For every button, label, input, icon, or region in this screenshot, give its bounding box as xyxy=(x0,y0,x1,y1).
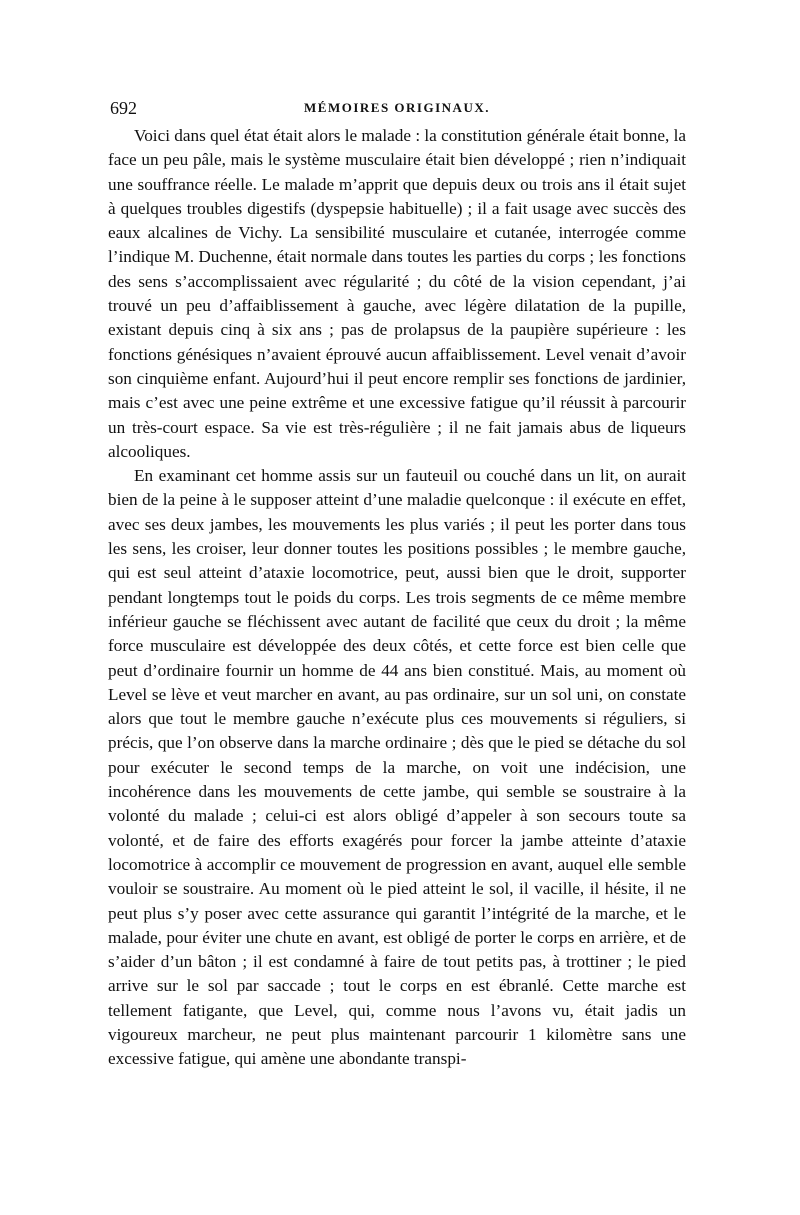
paragraph-2: En examinant cet homme assis sur un fauteuil ou couché dans un lit, on aurait bien de la peine à le supposer atteint d’une maladie quelconque : il exécute en effet, avec ses deux jambes, les mouvements les plus variés ; il peut les porter dans tous les sens, les croiser, leur donner toutes les positions possibles ; le membre gauche, qui est seul atteint d’ataxie locomotrice, peut, aussi bien que le droit, supporter pendant longtemps tout le poids du corps. Les trois segments de ce même membre inférieur gauche se fléchissent avec autant de facilité que ceux du droit ; la même force musculaire est développée des deux côtés, et cette force est bien celle que peut d’ordinaire fournir un homme de 44 ans bien constitué. Mais, au moment où Level se lève et veut marcher en avant, au pas ordinaire, sur un sol uni, on constate alors que tout le membre gauche n’exécute plus ces mouvements si réguliers, si précis, que l’on observe dans la marche ordinaire ; dès que le pied se détache du sol pour exécuter le second temps de la marche, on voit une indécision, une incohérence dans les mouvements de cette jambe, qui semble se soustraire à la volonté du malade ; celui-ci est alors obligé d’appeler à son secours toute sa volonté, et de faire des efforts exagérés pour forcer la jambe atteinte d’ataxie locomotrice à accomplir ce mouvement de progression en avant, auquel elle semble vouloir se soustraire. Au moment où le pied atteint le sol, il vacille, il hésite, il ne peut plus s’y poser avec cette assurance qui garantit l’intégrité de la marche, et le malade, pour éviter une chute en avant, est obligé de porter le corps en arrière, et de s’aider d’un bâton ; il est condamné à faire de tout petits pas, à trottiner ; le pied arrive sur le sol par saccade ; tout le corps en est ébranlé. Cette marche est tellement fatigante, que Level, qui, comme nous l’avons vu, était jadis un vigoureux marcheur, ne peut plus maintenant parcourir 1 kilomètre sans une excessive fatigue, qui amène une abondante transpi- xyxy=(108,466,686,1069)
book-page xyxy=(108,96,686,1072)
running-head xyxy=(108,96,686,124)
page-number: 692 xyxy=(110,98,137,118)
running-title: MÉMOIRES ORIGINAUX. xyxy=(304,100,490,115)
paragraph-1: Voici dans quel état était alors le malade : la constitution générale était bonne, la face un peu pâle, mais le système musculaire était bien développé ; rien n’indiquait une souffrance réelle. Le malade m’apprit que depuis deux ou trois ans il était sujet à quelques troubles digestifs (dyspepsie habituelle) ; il a fait usage avec succès des eaux alcalines de Vichy. La sensibilité musculaire et cutanée, interrogée comme l’indique M. Duchenne, était normale dans toutes les parties du corps ; les fonctions des sens s’accomplissaient avec régularité ; du côté de la vision cependant, j’ai trouvé un peu d’affaiblissement à gauche, avec légère dilatation de la pupille, existant depuis cinq à six ans ; pas de prolapsus de la paupière supérieure : les fonctions génésiques n’avaient éprouvé aucun affaiblissement. Level venait d’avoir son cinquième enfant. Aujourd’hui il peut encore remplir ses fonctions de jardinier, mais c’est avec une peine extrême et une excessive fatigue qu’il réussit à parcourir un très-court espace. Sa vie est très-régulière ; il ne fait jamais abus de liqueurs alcooliques. xyxy=(108,126,686,461)
